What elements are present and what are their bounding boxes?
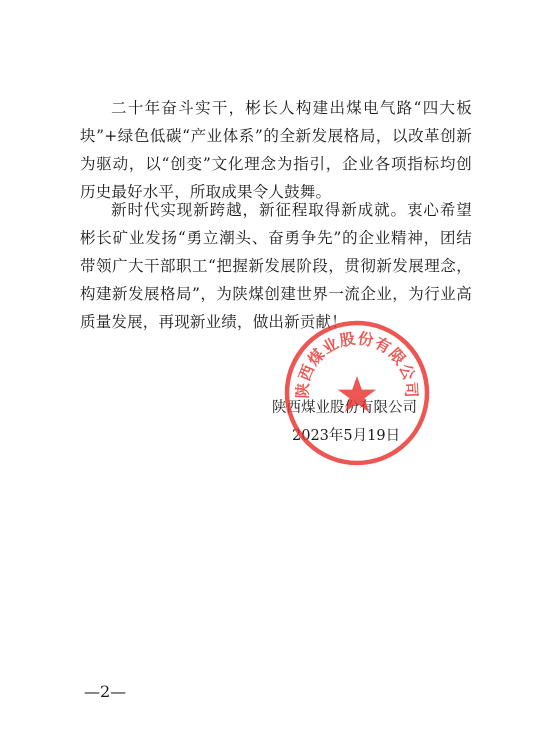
paragraph-text: 新时代实现新跨越，新征程取得新成就。衷心希望彬长矿业发扬“勇立潮头、奋勇争先”的企业精神，团结带领广大干部职工“把握新发展阶段，贯彻新发展理念，构建新发展格局”，为陕煤创建世界一流企业，为行业高质量发展，再现新业绩，做出新贡献！ [80,201,472,331]
body-paragraph-1 [80,94,472,206]
paragraph-text: 二十年奋斗实干，彬长人构建出煤电气路“四大板块”+绿色低碳“产业体系”的全新发展格局，以改革创新为驱动，以“创变”文化理念为指引，企业各项指标均创历史最好水平，所取成果令人鼓舞。 [80,99,472,201]
signature-company: 陕西煤业股份有限公司 [272,400,417,416]
signature-date: 2023年5月19日 [292,428,401,444]
company-seal-stamp [282,318,432,468]
body-paragraph-2 [80,196,472,336]
seal-arc-text: 陕西煤业股份有限公司 [292,328,422,399]
star-icon [338,376,376,412]
page-number: —2— [84,682,127,701]
